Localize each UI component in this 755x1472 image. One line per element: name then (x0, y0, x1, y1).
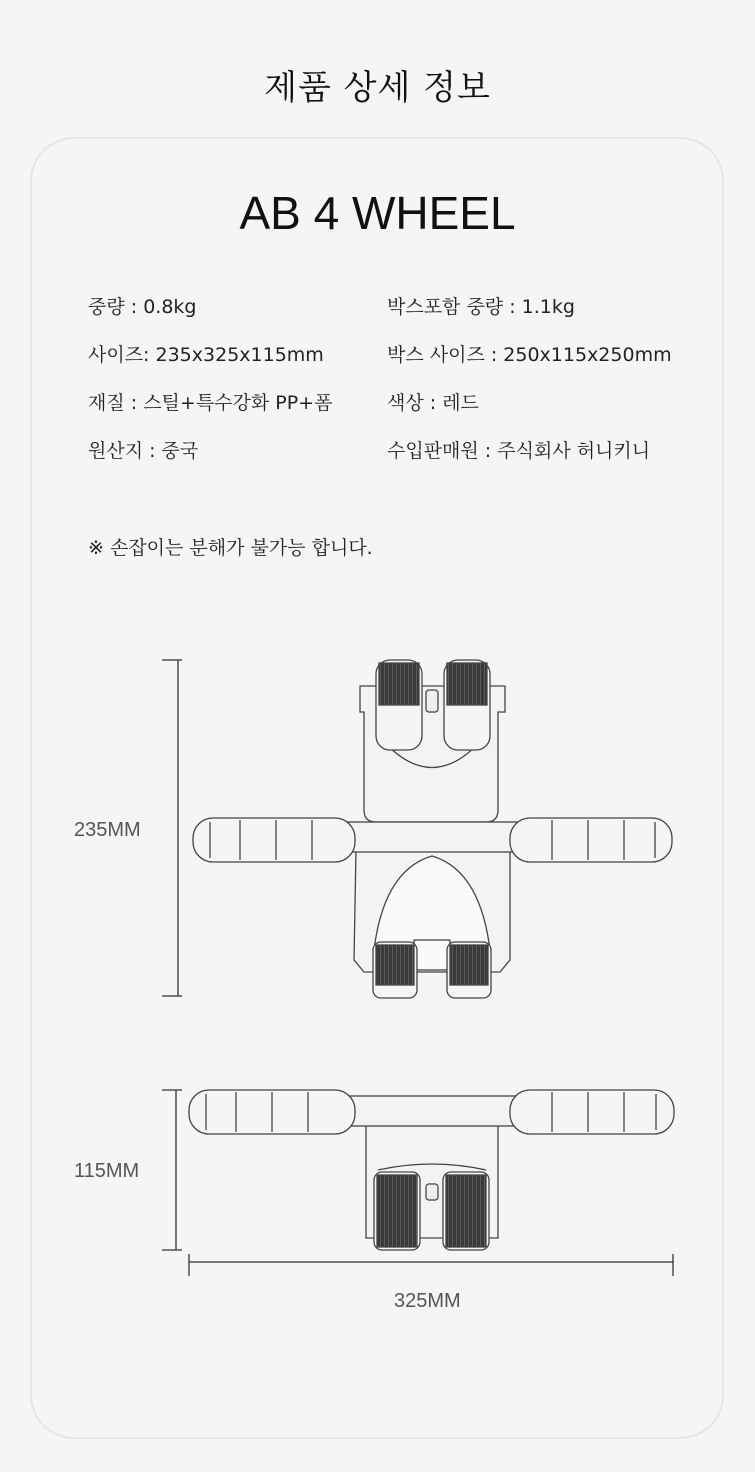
spec-box-size: 박스 사이즈 : 250x115x250mm (387, 344, 672, 366)
side-view-drawing (189, 1090, 674, 1250)
spec-origin: 원산지 : 중국 (88, 440, 199, 462)
page-title: 제품 상세 정보 (264, 68, 491, 108)
spec-size: 사이즈: 235x325x115mm (88, 344, 324, 366)
width-dimension-line (189, 1254, 673, 1276)
height-dimension-line (162, 660, 182, 996)
depth-dimension-label: 115MM (74, 1160, 140, 1182)
height-dimension-label: 235MM (74, 819, 141, 841)
top-view-drawing (193, 660, 672, 998)
handle-note: ※ 손잡이는 분해가 불가능 합니다. (88, 537, 373, 559)
spec-color: 색상 : 레드 (387, 392, 479, 414)
spec-box-weight: 박스포함 중량 : 1.1kg (387, 296, 575, 318)
width-dimension-label: 325MM (394, 1290, 461, 1312)
spec-importer: 수입판매원 : 주식회사 허니키니 (387, 440, 651, 462)
depth-dimension-line (162, 1090, 182, 1250)
spec-material: 재질 : 스틸+특수강화 PP+폼 (88, 392, 333, 414)
product-name: AB 4 WHEEL (239, 187, 516, 239)
spec-weight: 중량 : 0.8kg (88, 296, 197, 318)
